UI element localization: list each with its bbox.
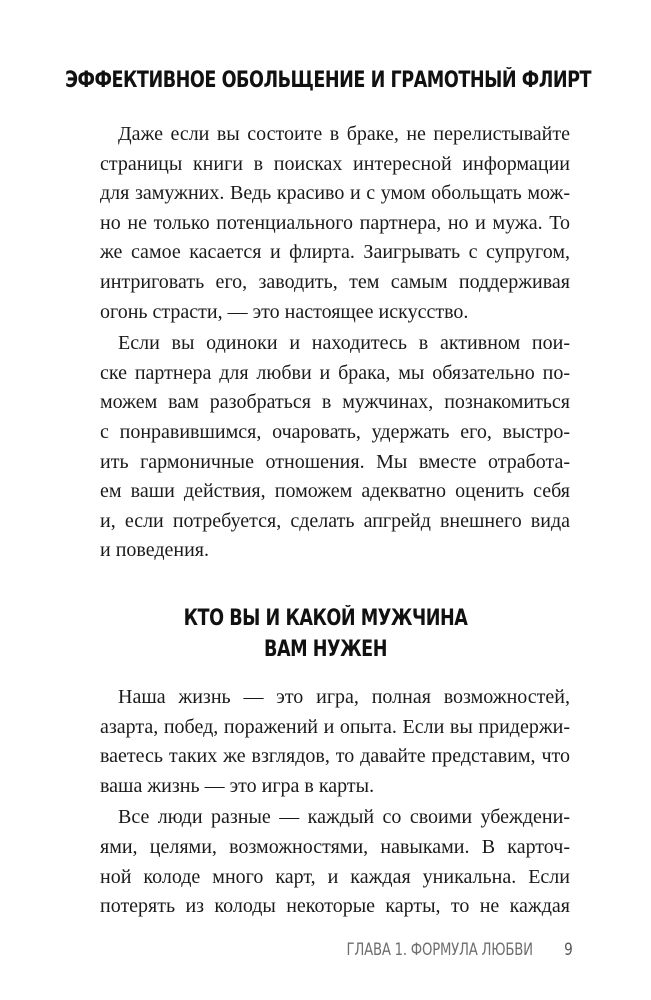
paragraph-single bbox=[82, 329, 570, 566]
text-line: страницы книги в поисках интересной информации bbox=[100, 152, 570, 175]
text-line: Даже если вы состоите в браке, не перелистывайте bbox=[118, 123, 570, 145]
text-line: и поведения. bbox=[100, 539, 210, 562]
section-heading-seduction: ЭФФЕКТИВНОЕ ОБОЛЬЩЕНИЕ И ГРАМОТНЫЙ ФЛИРТ bbox=[65, 68, 592, 93]
heading-line: ВАМ НУЖЕН bbox=[264, 637, 387, 662]
text-line: ваетесь таких же взглядов, то давайте представим, что bbox=[100, 745, 570, 768]
paragraph-married bbox=[82, 120, 570, 327]
paragraph-life-game bbox=[82, 683, 570, 801]
paragraph-people-different bbox=[82, 803, 570, 921]
text-line: азарта, побед, поражений и опыта. Если вы придержи- bbox=[100, 715, 570, 738]
text-line: Все люди разные — каждый со своими убеждени- bbox=[118, 806, 570, 829]
section-heading-who-are-you bbox=[65, 603, 586, 665]
text-line: ной колоде много карт, и каждая уникальна. Если bbox=[100, 865, 570, 888]
text-line: ваша жизнь — это игра в карты. bbox=[100, 774, 375, 797]
text-line: интриговать его, заводить, тем самым поддерживая bbox=[100, 270, 570, 293]
text-line: для замужних. Ведь красиво и с умом обольщать мож- bbox=[100, 182, 570, 205]
text-line: но не только потенциального партнера, но и мужа. То bbox=[100, 211, 570, 234]
text-line: ске партнера для любви и брака, мы обязательно по- bbox=[100, 361, 570, 384]
text-line: огонь страсти, — это настоящее искусство. bbox=[100, 300, 469, 323]
running-title: ГЛАВА 1. ФОРМУЛА ЛЮБВИ bbox=[346, 940, 533, 960]
text-line: и, если потребуется, сделать апгрейд внешнего вида bbox=[100, 509, 570, 532]
text-line: потерять из колоды некоторые карты, то не каждая bbox=[100, 895, 570, 918]
section-body-seduction bbox=[82, 120, 570, 568]
text-line: ить гармоничные отношения. Мы вместе отработа- bbox=[100, 450, 570, 473]
text-line: можем вам разобраться в мужчинах, познакомиться bbox=[100, 391, 570, 414]
text-line: ями, целями, возможностями, навыками. В карточ- bbox=[100, 835, 570, 858]
text-line: Наша жизнь — это игра, полная возможностей, bbox=[118, 686, 570, 708]
heading-line: КТО ВЫ И КАКОЙ МУЖЧИНА bbox=[183, 606, 468, 631]
page-footer bbox=[0, 938, 651, 962]
text-line: с понравившимся, очаровать, удержать его, выстро- bbox=[100, 420, 570, 443]
section-body-who-are-you bbox=[82, 683, 570, 924]
text-line: же самое касается и флирта. Заигрывать с супругом, bbox=[100, 241, 570, 264]
text-line: Если вы одиноки и находитесь в активном пои- bbox=[118, 332, 570, 355]
text-line: ем ваши действия, поможем адекватно оценить себя bbox=[100, 480, 570, 503]
page-number: 9 bbox=[564, 940, 573, 960]
